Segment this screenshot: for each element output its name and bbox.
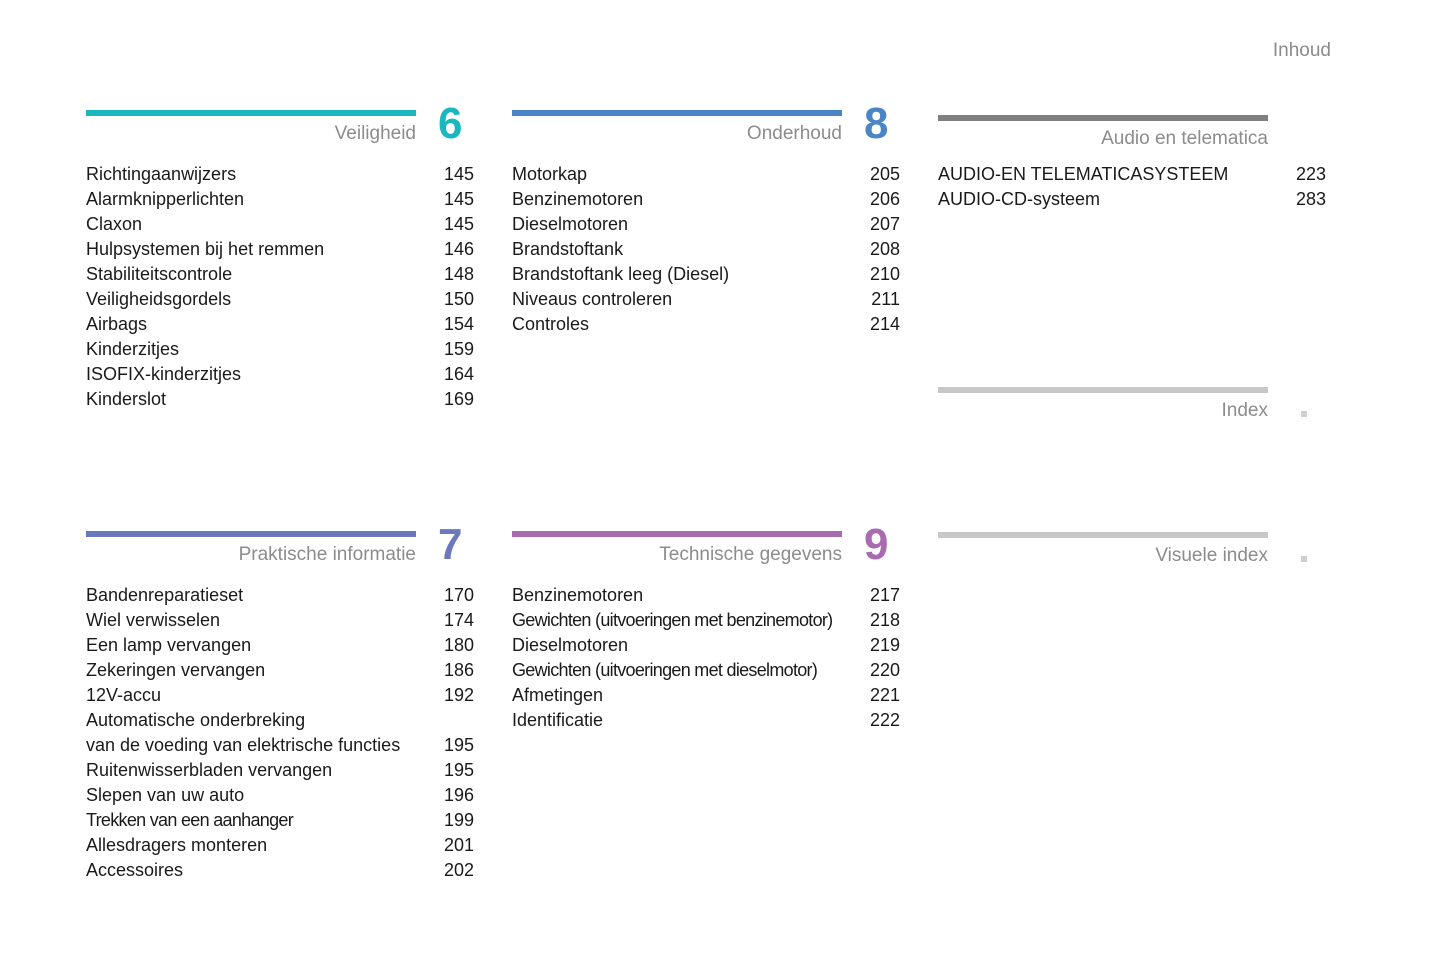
toc-entry-page-number: 195: [443, 760, 474, 780]
toc-entry-page-number: 195: [443, 735, 474, 755]
toc-entry-page-number: 223: [1295, 164, 1326, 184]
toc-entry-page-number: 208: [869, 239, 900, 259]
bullet-square-icon: [1301, 556, 1307, 562]
section-title[interactable]: Veiligheid: [334, 123, 416, 144]
toc-entry[interactable]: [86, 337, 476, 362]
toc-entry-label: Gewichten (uitvoeringen met dieselmotor): [512, 660, 818, 680]
toc-entry[interactable]: [86, 858, 476, 883]
toc-entry-page-number: 146: [443, 239, 474, 259]
toc-entry[interactable]: [86, 608, 476, 633]
chapter-number: 9: [864, 520, 889, 569]
section-color-bar: [938, 115, 1268, 121]
section-title[interactable]: Audio en telematica: [1101, 128, 1268, 149]
toc-entry-label: Accessoires: [86, 860, 184, 880]
toc-entry-label: Motorkap: [512, 164, 588, 184]
section-color-bar: [86, 531, 416, 537]
toc-entry[interactable]: [86, 387, 476, 412]
toc-entry-label: ISOFIX-kinderzitjes: [86, 364, 242, 384]
toc-entry-label: Allesdragers monteren: [86, 835, 268, 855]
toc-entry-page-number: 145: [443, 214, 474, 234]
toc-entry-label: Stabiliteitscontrole: [86, 264, 233, 284]
chapter-number: 6: [438, 99, 463, 148]
toc-entry-page-number: 222: [869, 710, 900, 730]
toc-entry-page-number: 170: [443, 585, 474, 605]
toc-entry-label: Controles: [512, 314, 590, 334]
toc-entry[interactable]: [512, 583, 902, 608]
toc-entry-label: Claxon: [86, 214, 143, 234]
section-color-bar: [512, 531, 842, 537]
toc-entry-page-number: 210: [869, 264, 900, 284]
toc-entry-page-number: 220: [869, 660, 900, 680]
toc-entry[interactable]: [512, 658, 902, 683]
toc-entry-page-number: 218: [869, 610, 900, 630]
toc-entry-page-number: 206: [869, 189, 900, 209]
toc-entry[interactable]: [86, 783, 476, 808]
toc-entry-label: Benzinemotoren: [512, 585, 644, 605]
toc-entry-page-number: 145: [443, 189, 474, 209]
toc-entry-label: Alarmknipperlichten: [86, 189, 245, 209]
toc-entry[interactable]: [86, 683, 476, 708]
toc-entry-page-number: 164: [443, 364, 474, 384]
toc-entry-page-number: 211: [871, 289, 900, 309]
toc-entry-page-number: 196: [443, 785, 474, 805]
toc-entry-label: Niveaus controleren: [512, 289, 673, 309]
toc-entry[interactable]: [512, 287, 902, 312]
toc-entry-label: Afmetingen: [512, 685, 604, 705]
toc-entry-page-number: 221: [869, 685, 900, 705]
toc-list: [512, 162, 902, 337]
toc-entry[interactable]: [512, 683, 902, 708]
toc-entry-page-number: 192: [443, 685, 474, 705]
toc-entry-page-number: 207: [869, 214, 900, 234]
toc-entry-label: Brandstoftank leeg (Diesel): [512, 264, 730, 284]
toc-entry-label: AUDIO-EN TELEMATICASYSTEEM: [938, 164, 1229, 184]
toc-entry[interactable]: [86, 808, 476, 833]
toc-entry-label: Brandstoftank: [512, 239, 624, 259]
toc-entry-label: Automatische onderbreking: [86, 710, 306, 730]
bullet-square-icon: [1301, 411, 1307, 417]
toc-entry-page-number: 148: [443, 264, 474, 284]
toc-list: [512, 583, 902, 733]
toc-entry[interactable]: [86, 162, 476, 187]
toc-entry[interactable]: [512, 708, 902, 733]
section-title[interactable]: Technische gegevens: [659, 544, 842, 565]
toc-entry-page-number: 283: [1295, 189, 1326, 209]
toc-entry-label: Airbags: [86, 314, 148, 334]
toc-entry-label: Dieselmotoren: [512, 635, 629, 655]
section-color-bar: [938, 532, 1268, 538]
toc-entry-label: Slepen van uw auto: [86, 785, 245, 805]
toc-entry[interactable]: [86, 633, 476, 658]
section-title[interactable]: Praktische informatie: [238, 544, 416, 565]
toc-entry[interactable]: [512, 608, 902, 633]
toc-entry[interactable]: [86, 237, 476, 262]
section-color-bar: [512, 110, 842, 116]
toc-entry-label: Dieselmotoren: [512, 214, 629, 234]
toc-entry-label-continued: van de voeding van elektrische functies: [86, 735, 401, 755]
toc-entry-page-number: 150: [443, 289, 474, 309]
toc-entry[interactable]: [938, 162, 1328, 187]
toc-entry-page-number: 219: [869, 635, 900, 655]
toc-entry-page-number: 201: [443, 835, 474, 855]
toc-entry[interactable]: [512, 633, 902, 658]
toc-entry-page-number: 202: [443, 860, 474, 880]
toc-entry[interactable]: [86, 262, 476, 287]
toc-entry[interactable]: [512, 162, 902, 187]
toc-entry-label: Benzinemotoren: [512, 189, 644, 209]
toc-list: [938, 162, 1328, 212]
chapter-number: 8: [864, 99, 889, 148]
toc-entry-page-number: 145: [443, 164, 474, 184]
toc-entry[interactable]: [512, 187, 902, 212]
toc-entry-page-number: 186: [443, 660, 474, 680]
toc-entry-label: Bandenreparatieset: [86, 585, 244, 605]
toc-list: [86, 162, 476, 412]
toc-entry[interactable]: [86, 583, 476, 608]
toc-entry-label: Hulpsystemen bij het remmen: [86, 239, 325, 259]
toc-entry-label: Zekeringen vervangen: [86, 660, 266, 680]
toc-entry[interactable]: [512, 212, 902, 237]
toc-entry-label: Gewichten (uitvoeringen met benzinemotor): [512, 610, 833, 630]
toc-entry-label: Identificatie: [512, 710, 604, 730]
toc-entry[interactable]: [86, 212, 476, 237]
section-color-bar: [86, 110, 416, 116]
toc-entry-label: AUDIO-CD-systeem: [938, 189, 1101, 209]
toc-entry-page-number: 217: [869, 585, 900, 605]
toc-entry[interactable]: [86, 833, 476, 858]
toc-entry-label: Kinderzitjes: [86, 339, 180, 359]
toc-entry-label: Een lamp vervangen: [86, 635, 252, 655]
section-title[interactable]: Onderhoud: [746, 123, 842, 144]
chapter-number: 7: [438, 520, 463, 569]
toc-entry-page-number: 199: [443, 810, 474, 830]
toc-entry-page-number: 180: [443, 635, 474, 655]
section-title[interactable]: Visuele index: [1155, 545, 1268, 566]
toc-entry[interactable]: [512, 237, 902, 262]
toc-entry-label: Veiligheidsgordels: [86, 289, 232, 309]
toc-entry-page-number: 205: [869, 164, 900, 184]
toc-entry[interactable]: [938, 187, 1328, 212]
toc-entry-page-number: 214: [869, 314, 900, 334]
toc-entry[interactable]: [86, 187, 476, 212]
toc-entry[interactable]: [512, 312, 902, 337]
toc-entry-label: Ruitenwisserbladen vervangen: [86, 760, 333, 780]
toc-entry-label: Wiel verwisselen: [86, 610, 221, 630]
toc-entry[interactable]: [86, 362, 476, 387]
section-title[interactable]: Index: [1221, 400, 1268, 421]
toc-entry[interactable]: [512, 262, 902, 287]
toc-entry[interactable]: [86, 312, 476, 337]
toc-entry-label: Kinderslot: [86, 389, 167, 409]
toc-list: [86, 583, 476, 883]
toc-entry[interactable]: [86, 708, 476, 758]
toc-entry-page-number: 154: [443, 314, 474, 334]
toc-entry-label: Trekken van een aanhanger: [86, 810, 293, 830]
toc-entry-label: Richtingaanwijzers: [86, 164, 237, 184]
toc-entry-page-number: 159: [443, 339, 474, 359]
toc-entry-page-number: 174: [443, 610, 474, 630]
section-color-bar: [938, 387, 1268, 393]
toc-entry[interactable]: [86, 658, 476, 683]
toc-entry[interactable]: [86, 287, 476, 312]
toc-entry-page-number: 169: [443, 389, 474, 409]
toc-entry[interactable]: [86, 758, 476, 783]
page-title: Inhoud: [1272, 40, 1331, 61]
toc-entry-label: 12V-accu: [86, 685, 162, 705]
